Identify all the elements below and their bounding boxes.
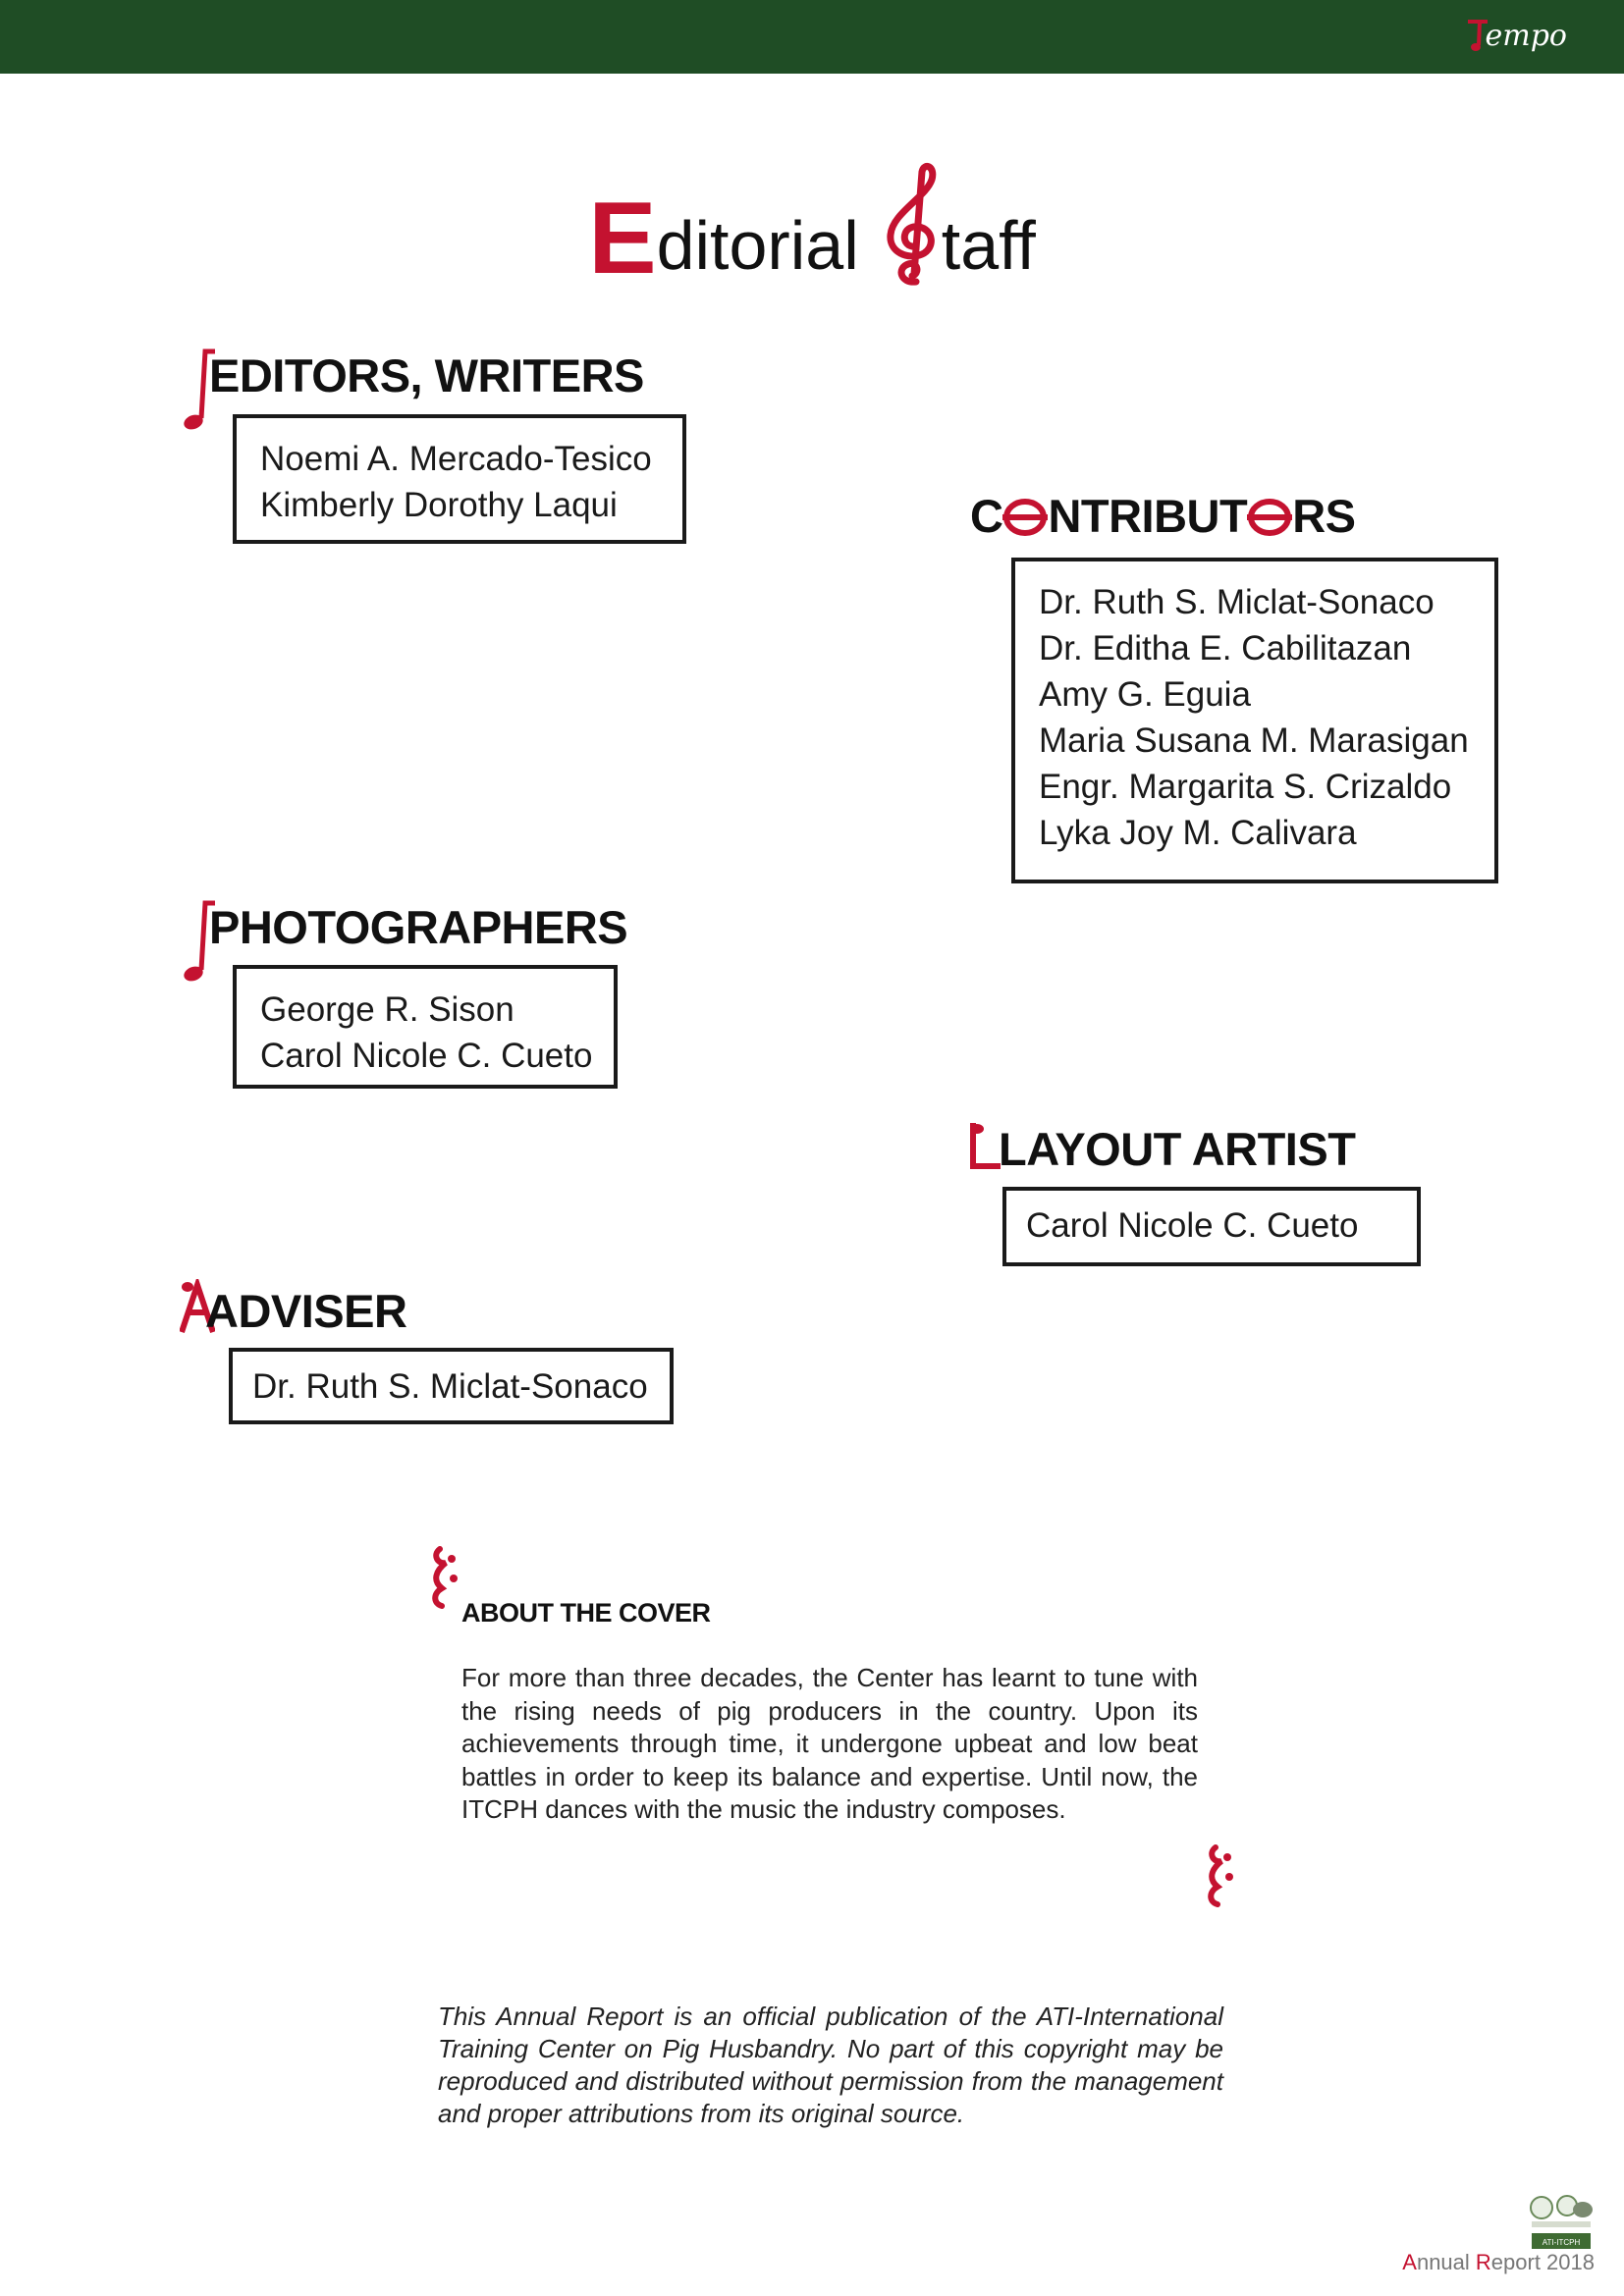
brand-text: empo: [1485, 18, 1567, 53]
quaver-rest-icon: [424, 1545, 463, 1610]
note-l-icon: [967, 1121, 1002, 1172]
header-bar: [0, 0, 1624, 74]
layout-box: [1002, 1187, 1421, 1266]
adviser-box: [229, 1348, 674, 1424]
page-title: [0, 162, 1624, 295]
annual-report-footer: Annual Report 2018: [1402, 2250, 1595, 2274]
editors-box: [233, 414, 686, 544]
note-o-icon: [1247, 498, 1292, 537]
layout-artist-name: Carol Nicole C. Cueto: [1026, 1206, 1359, 1245]
editor-name: Kimberly Dorothy Laqui: [260, 486, 618, 524]
about-cover-title: ABOUT THE COVER: [461, 1598, 711, 1628]
photographers-box: [233, 965, 618, 1089]
contributor-name: Engr. Margarita S. Crizaldo: [1039, 768, 1452, 806]
contributor-name: Lyka Joy M. Calivara: [1039, 814, 1357, 852]
contributor-name: Maria Susana M. Marasigan: [1039, 721, 1469, 760]
contributors-heading-part: C: [970, 490, 1003, 542]
layout-heading: [967, 1121, 1356, 1175]
logo-caption: ATI-ITCPH: [1542, 2238, 1581, 2247]
editors-heading-text: EDITORS, WRITERS: [209, 349, 644, 401]
adviser-heading: [180, 1279, 407, 1337]
photographer-name: Carol Nicole C. Cueto: [260, 1037, 593, 1075]
title-word-1: ditorial: [656, 207, 859, 284]
layout-heading-text: LAYOUT ARTIST: [999, 1123, 1356, 1175]
ati-itcph-logo: [1528, 2194, 1595, 2255]
adviser-heading-text: ADVISER: [205, 1285, 407, 1337]
brand-logo: [1466, 8, 1567, 63]
contributor-name: Dr. Editha E. Cabilitazan: [1039, 629, 1412, 667]
contributors-heading: [970, 490, 1356, 542]
treble-clef-icon: [879, 162, 947, 290]
title-initial: E: [588, 182, 657, 295]
title-word-2: taff: [941, 207, 1036, 284]
copyright-notice: This Annual Report is an official publication of the ATI-International Training Center on Pig Husbandry. No part of this copyright may be reproduced and distributed without permission from the management and proper attributions from its original source.: [438, 2002, 1223, 2128]
contributors-box: [1011, 558, 1498, 883]
about-cover-text: For more than three decades, the Center has learnt to tune with the rising needs of pig producers in the country. Upon its achievements through time, it undergone upbeat and low beat battles in order to keep its balance and expertise. Until now, the ITCPH dances with the music the industry composes.: [461, 1663, 1198, 1824]
contributor-name: Amy G. Eguia: [1039, 675, 1251, 714]
contributors-heading-part: NTRIBUT: [1048, 490, 1248, 542]
contributor-name: Dr. Ruth S. Miclat-Sonaco: [1039, 583, 1435, 621]
contributors-heading-part: RS: [1292, 490, 1356, 542]
photographers-heading: [180, 895, 628, 953]
editors-heading: [180, 344, 644, 399]
photographers-heading-text: PHOTOGRAPHERS: [209, 901, 628, 953]
photographer-name: George R. Sison: [260, 990, 514, 1029]
editor-name: Noemi A. Mercado-Tesico: [260, 440, 652, 478]
note-o-icon: [1002, 498, 1048, 537]
quaver-rest-icon: [1200, 1843, 1239, 1908]
adviser-name: Dr. Ruth S. Miclat-Sonaco: [252, 1367, 648, 1406]
